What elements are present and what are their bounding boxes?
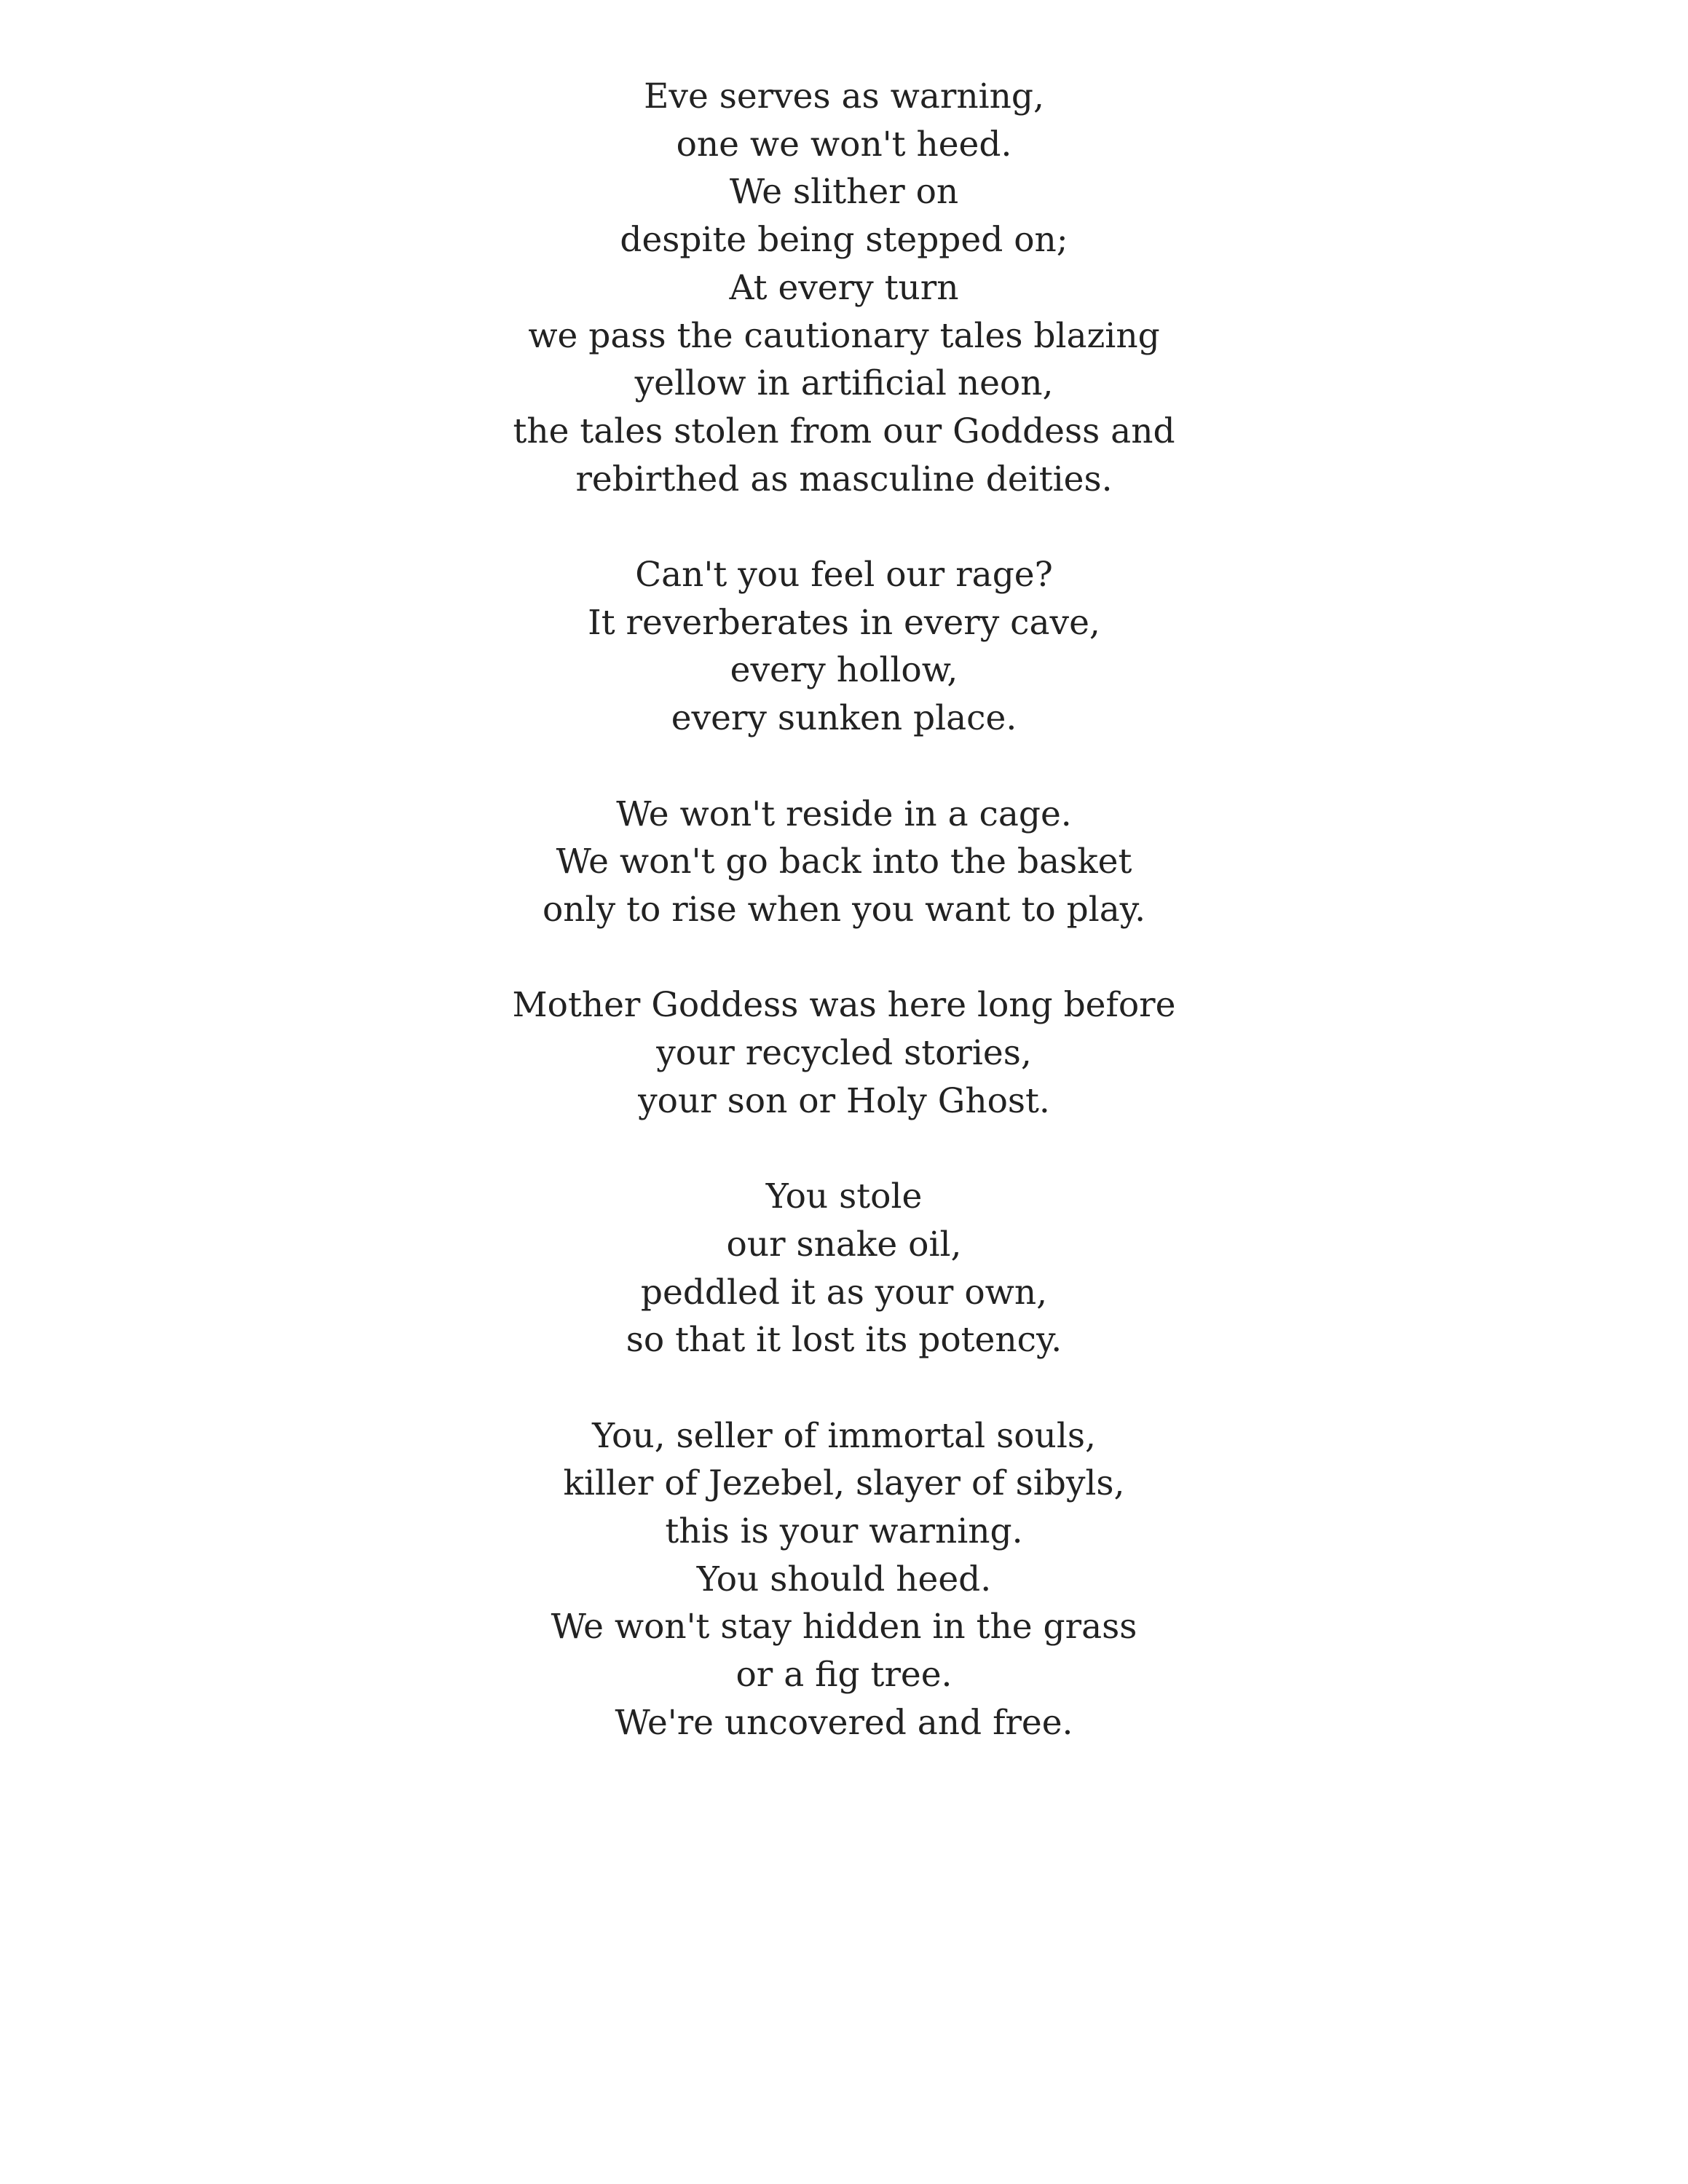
poem-line: one we won't heed. xyxy=(676,124,1012,165)
poem-line: peddled it as your own, xyxy=(640,1272,1048,1313)
stanza-1 xyxy=(0,73,1688,503)
poem-line: so that it lost its potency. xyxy=(626,1320,1062,1361)
poem-line: We won't go back into the basket xyxy=(556,842,1132,882)
poem-line: We won't reside in a cage. xyxy=(616,794,1072,834)
poem-line: You should heed. xyxy=(696,1559,992,1599)
stanza-3 xyxy=(0,791,1688,934)
poem-line: your recycled stories, xyxy=(656,1033,1032,1074)
poem-line: Mother Goddess was here long before xyxy=(512,985,1176,1026)
poem-line: the tales stolen from our Goddess and xyxy=(513,411,1175,451)
poem-line: You stole xyxy=(765,1176,923,1217)
poem-body xyxy=(0,73,1688,1795)
poem-line: We're uncovered and free. xyxy=(615,1702,1073,1743)
poem-line: killer of Jezebel, slayer of sibyls, xyxy=(563,1463,1125,1504)
poem-line: we pass the cautionary tales blazing xyxy=(528,315,1160,356)
poem-line: despite being stepped on; xyxy=(620,220,1068,261)
poem-line: every hollow, xyxy=(730,650,958,691)
poem-line: Can't you feel our rage? xyxy=(635,555,1053,596)
poem-line: We slither on xyxy=(729,172,959,213)
poem-line: We won't stay hidden in the grass xyxy=(551,1607,1137,1647)
poem-line: You, seller of immortal souls, xyxy=(592,1415,1096,1456)
stanza-4 xyxy=(0,981,1688,1125)
poem-line: or a fig tree. xyxy=(735,1655,953,1696)
poem-line: your son or Holy Ghost. xyxy=(638,1080,1050,1121)
poem-line: our snake oil, xyxy=(726,1224,962,1265)
poem-line: At every turn xyxy=(729,267,959,308)
poem-line: It reverberates in every cave, xyxy=(588,602,1100,643)
poem-line: rebirthed as masculine deities. xyxy=(575,459,1113,499)
stanza-5 xyxy=(0,1173,1688,1364)
poem-line: every sunken place. xyxy=(671,698,1017,739)
poem-line: this is your warning. xyxy=(665,1511,1023,1552)
poem-line: yellow in artificial neon, xyxy=(634,363,1054,404)
poem-line: only to rise when you want to play. xyxy=(542,889,1146,930)
poem-line: Eve serves as warning, xyxy=(644,76,1044,116)
stanza-6 xyxy=(0,1412,1688,1747)
stanza-2 xyxy=(0,551,1688,743)
